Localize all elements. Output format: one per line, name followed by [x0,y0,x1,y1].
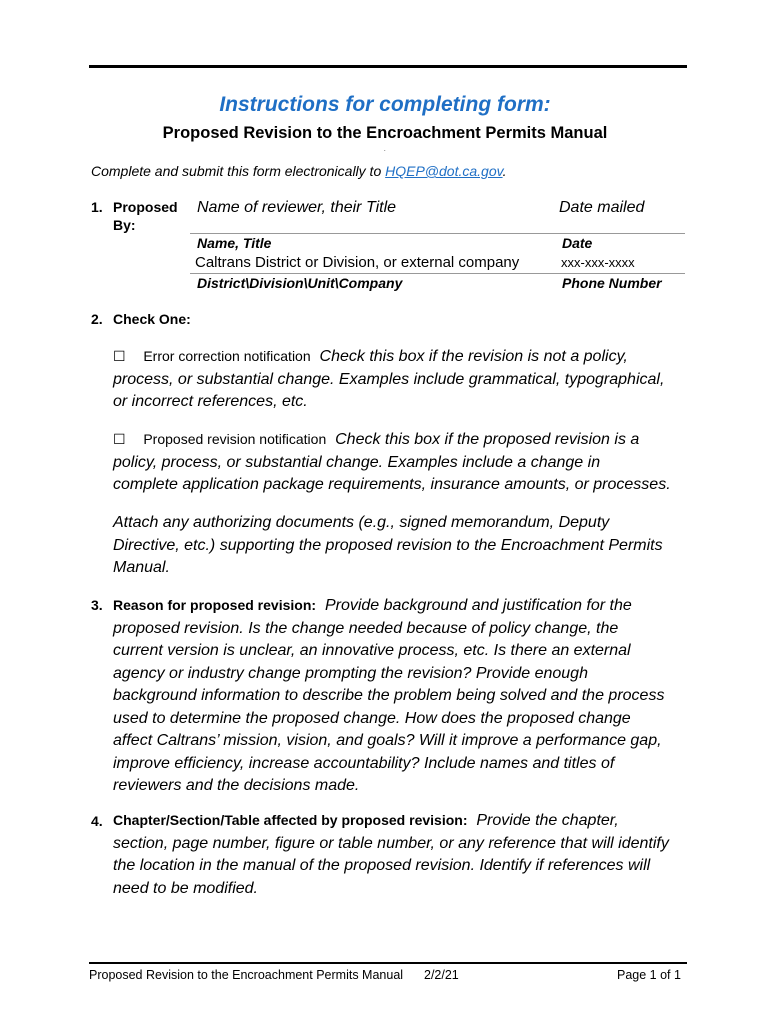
top-rule [89,65,687,68]
proposed-by-label-2: By: [113,217,136,233]
phone-field[interactable]: xxx-xxx-xxxx [561,255,635,270]
footer-date: 2/2/21 [424,968,459,982]
reviewer-name-field[interactable]: Name of reviewer, their Title [197,199,397,216]
phone-number-label: Phone Number [562,275,662,291]
reason-label: Reason for proposed revision: [113,597,317,613]
footer-rule [89,962,687,964]
district-label: District\Division\Unit\Company [197,275,403,291]
error-correction-label: Error correction notification [143,348,311,364]
date-mailed-field[interactable]: Date mailed [559,199,645,216]
check-one-label: Check One: [113,311,191,327]
email-link[interactable]: HQEP@dot.ca.gov [385,163,503,179]
option-error-correction: ☐ Error correction notification Check this box if the revision is not a policy, process, or substantial change. Examples include grammatical, typographical, or incorrect references, etc. [113,348,665,410]
option-proposed-revision: ☐ Proposed revision notification Check this box if the proposed revision is a policy, process, or substantial change. Examples include a change in complete application package requirements, insurance amounts, or processes. [113,431,671,493]
chapter-label: Chapter/Section/Table affected by proposed revision: [113,812,468,828]
proposed-revision-label: Proposed revision notification [143,431,327,447]
date-label: Date [562,235,593,251]
reason-paragraph: Reason for proposed revision: Provide background and justification for the proposed revision. Is the change needed because of policy change, the current version is unclear, an innovative process, etc. Is there an external agency or industry change prompting the revision? Provide enough background information to describe the problem being solved and the process used to determine the proposed change. How does the proposed change affect Caltrans’ mission, vision, and goals? Will it improve a performance gap, improve efficiency, increase accountability? Include names and titles of reviewers and the decisions made. [113,597,665,794]
attach-documents-note: Attach any authorizing documents (e.g., signed memorandum, Deputy Directive, etc.) supporting the proposed revision to the Encroachment Permits Manual. [113,514,663,576]
section-1-number: 1. [91,199,103,215]
page-subtitle: Proposed Revision to the Encroachment Permits Manual [162,124,608,142]
page-title: Instructions for completing form: [219,93,551,116]
error-correction-checkbox[interactable]: ☐ [113,348,126,364]
proposed-by-label: Proposed [113,199,178,215]
chapter-paragraph: Chapter/Section/Table affected by proposed revision: Provide the chapter, section, page number, figure or table number, or any reference that will identify the location in the manual of the proposed revision. Identify if references will need to be modified. [113,812,669,897]
footer-page-number: Page 1 of 1 [617,968,681,982]
dot-mark: . [384,147,386,153]
divider-line-1 [190,233,685,234]
district-field[interactable]: Caltrans District or Division, or external company [195,254,520,271]
section-3-number: 3. [91,597,103,613]
section-2-number: 2. [91,311,103,327]
submit-instructions: Complete and submit this form electronically to HQEP@dot.ca.gov. [91,163,507,179]
proposed-revision-checkbox[interactable]: ☐ [113,431,126,447]
name-title-label: Name, Title [197,235,272,251]
footer-doc-title: Proposed Revision to the Encroachment Permits Manual [89,968,404,982]
divider-line-2 [190,273,685,274]
section-4-number: 4. [91,813,103,829]
